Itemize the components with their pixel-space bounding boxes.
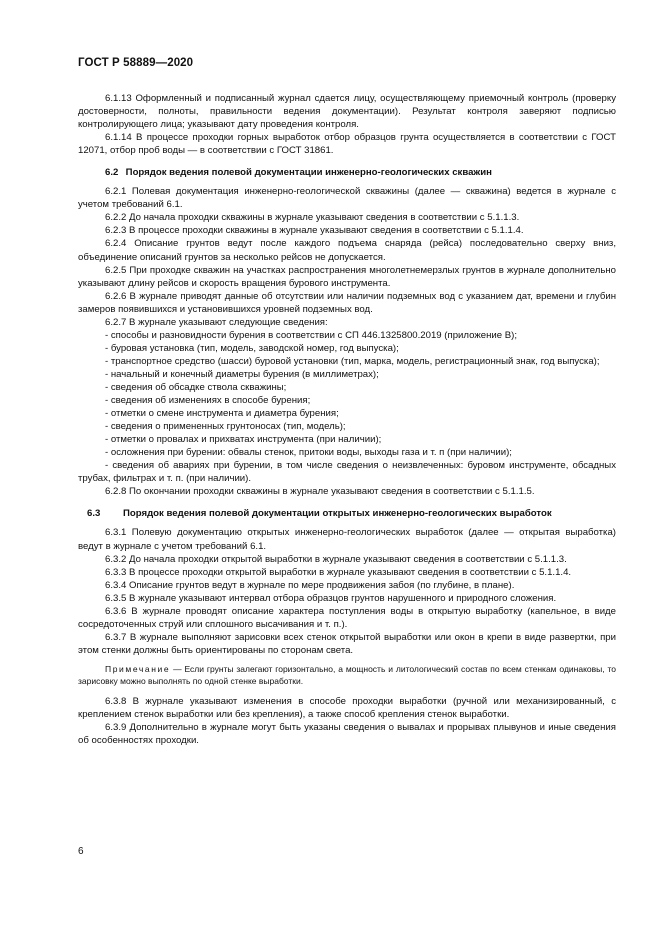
document-header: ГОСТ Р 58889—2020 (78, 57, 194, 69)
list-item: - начальный и конечный диаметры бурения (в миллиметрах); (105, 368, 379, 380)
paragraph-6-3-5: 6.3.5 В журнале указывают интервал отбора образцов грунтов нарушенного и природного сложения. (105, 592, 557, 604)
list-item: - способы и разновидности бурения в соответствии с СП 446.1325800.2019 (приложение В); (105, 329, 517, 341)
paragraph-6-3-9: 6.3.9 Дополнительно в журнале могут быть указаны сведения о вывалах и прорывах плывунов и иные сведения об особенностях проходки. (78, 722, 616, 747)
list-item: - сведения об авариях при бурении, в том числе сведения о неизвлеченных: буровом инструменте, обсадных трубах, фильтрах и т. п. (при наличии). (78, 460, 616, 485)
paragraph-6-2-6: 6.2.6 В журнале приводят данные об отсутствии или наличии подземных вод с указанием дат, времени и глубин замеров появившихся и установившихся уровней подземных вод. (78, 290, 616, 315)
paragraph-6-1-14: 6.1.14 В процессе проходки горных выработок отбор образцов грунта осуществляется в соответствии с ГОСТ 12071, отбор проб воды — в соответствии с ГОСТ 31861. (78, 132, 616, 157)
page-body (78, 92, 616, 747)
paragraph-6-3-4: 6.3.4 Описание грунтов ведут в журнале по мере продвижения забоя (по глубине, в плане). (105, 579, 515, 591)
list-item: - транспортное средство (шасси) буровой установки (тип, марка, модель, регистрационный знак, год выпуска); (105, 355, 600, 367)
list-item: - буровая установка (тип, модель, заводской номер, год выпуска); (105, 342, 399, 354)
paragraph-6-3-1: 6.3.1 Полевую документацию открытых инженерно-геологических выработок (далее — открытая выработка) ведут в журнале с учетом требований 6.1. (78, 527, 616, 552)
section-number: 6.3 (87, 508, 101, 520)
section-title: Порядок ведения полевой документации открытых инженерно-геологических выработок (123, 508, 552, 520)
paragraph-6-2-8: 6.2.8 По окончании проходки скважины в журнале указывают сведения в соответствии с 5.1.1.5. (105, 486, 535, 498)
paragraph-6-2-1: 6.2.1 Полевая документация инженерно-геологической скважины (далее — скважина) ведется в журнале с учетом требований 6.1. (78, 186, 616, 211)
list-item: - сведения об изменениях в способе бурения; (105, 395, 311, 407)
section-heading-6-2 (78, 166, 616, 179)
paragraph-6-3-8: 6.3.8 В журнале указывают изменения в способе проходки выработки (ручной или механизированный, с креплением стенок выработки или без крепления), а также способ крепления стенок выработки. (78, 696, 616, 721)
paragraph-6-2-4: 6.2.4 Описание грунтов ведут после каждого подъема снаряда (рейса) последовательно сверху вниз, объединение описаний грунтов за несколько рейсов не допускается. (78, 238, 616, 263)
section-number: 6.2 (105, 167, 119, 179)
paragraph-6-2-2: 6.2.2 До начала проходки скважины в журнале указывают сведения в соответствии с 5.1.1.3. (105, 212, 520, 224)
list-item: - осложнения при бурении: обвалы стенок, притоки воды, выходы газа и т. п (при наличии); (105, 447, 512, 459)
paragraph-6-3-2: 6.3.2 До начала проходки открытой выработки в журнале указывают сведения в соответствии с 5.1.1.3. (105, 553, 567, 565)
section-title: Порядок ведения полевой документации инженерно-геологических скважин (125, 167, 492, 179)
paragraph-6-2-5: 6.2.5 При проходке скважин на участках распространения многолетнемерзлых грунтов в журнале дополнительно указывают длину рейсов и скорость вращения бурового инструмента. (78, 264, 616, 289)
page-number: 6 (78, 846, 84, 857)
paragraph-6-3-3: 6.3.3 В процессе проходки открытой выработки в журнале указывают сведения в соответствии с 5.1.1.4. (105, 566, 572, 578)
paragraph-6-3-7: 6.3.7 В журнале выполняют зарисовки всех стенок открытой выработки или окон в крепи в виде развертки, при этом стенки должны быть ориентированы по сторонам света. (78, 631, 616, 656)
note (78, 664, 616, 687)
list-item: - сведения об обсадке ствола скважины; (105, 381, 287, 393)
list-item: - сведения о примененных грунтоносах (тип, модель); (105, 421, 346, 433)
section-heading-6-3 (78, 507, 616, 520)
list-item: - отметки о провалах и прихватах инструмента (при наличии); (105, 434, 382, 446)
note-text: — Если грунты залегают горизонтально, а мощность и литологический состав по всем стенкам одинаковы, то зарисовку можно выполнять по одной стенке выработки. (78, 663, 616, 686)
paragraph-6-3-6: 6.3.6 В журнале проводят описание характера поступления воды в открытую выработку (капельное, в виде сосредоточенных струй или сплошного высачивания и т. п.). (78, 605, 616, 630)
paragraph-6-1-13: 6.1.13 Оформленный и подписанный журнал сдается лицу, осуществляющему приемочный контроль (проверку достоверности, полноты, правильности ведения документации). Результат контроля заверяют подписью контролирующего лица; указывают дату проведения контроля. (78, 93, 616, 131)
list-item: - отметки о смене инструмента и диаметра бурения; (105, 408, 339, 420)
paragraph-6-2-7: 6.2.7 В журнале указывают следующие сведения: (105, 316, 328, 328)
paragraph-6-2-3: 6.2.3 В процессе проходки скважины в журнале указывают сведения в соответствии с 5.1.1.4. (105, 225, 524, 237)
note-label: Примечание (105, 663, 171, 674)
